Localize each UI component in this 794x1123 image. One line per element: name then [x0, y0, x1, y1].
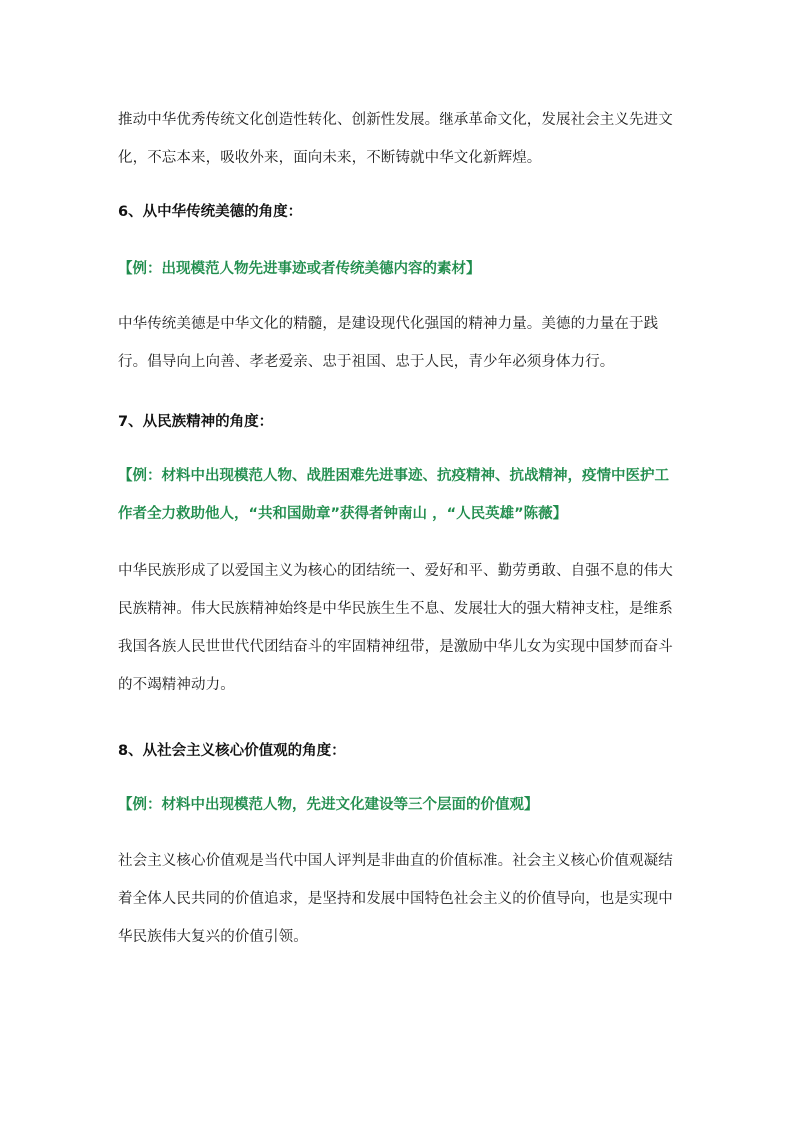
section-7-body: 中华民族形成了以爱国主义为核心的团结统一、爱好和平、勤劳勇敢、自强不息的伟大民族精神。伟大民族精神始终是中华民族生生不息、发展壮大的强大精神支柱，是维系我国各族人民世世代代团结奋斗的牢固精神纽带，是激励中华儿女为实现中国梦而奋斗的不竭精神动力。 [118, 563, 673, 693]
intro-paragraph: 推动中华优秀传统文化创造性转化、创新性发展。继承革命文化，发展社会主义先进文化，不忘本来，吸收外来，面向未来，不断铸就中华文化新辉煌。 [118, 112, 673, 166]
section-7-heading: 7、从民族精神的角度： [118, 414, 274, 430]
section-7 [118, 403, 680, 441]
section-8 [118, 732, 680, 770]
section-8-example-block [118, 786, 680, 824]
section-8-body-block [118, 842, 680, 956]
section-6-body-block [118, 305, 680, 381]
section-7-example-block [118, 457, 680, 533]
section-8-example: 【例：材料中出现模范人物，先进文化建设等三个层面的价值观】 [118, 797, 539, 813]
section-7-body-block [118, 552, 680, 704]
section-6-example-block [118, 250, 680, 288]
section-6-heading: 6、从中华传统美德的角度： [118, 204, 303, 220]
section-6-body: 中华传统美德是中华文化的精髓，是建设现代化强国的精神力量。美德的力量在于践行。倡导向上向善、孝老爱亲、忠于祖国、忠于人民，青少年必须身体力行。 [118, 316, 659, 370]
section-7-example: 【例：材料中出现模范人物、战胜困难先进事迹、抗疫精神、抗战精神，疫情中医护工作者全力救助他人，“共和国勋章”获得者钟南山 ，“人民英雄”陈薇】 [118, 468, 669, 522]
section-8-heading: 8、从社会主义核心价值观的角度： [118, 743, 346, 759]
section-6-example: 【例：出现模范人物先进事迹或者传统美德内容的素材】 [118, 261, 481, 277]
intro-paragraph-block [118, 101, 680, 177]
section-6 [118, 193, 680, 231]
section-8-body: 社会主义核心价值观是当代中国人评判是非曲直的价值标准。社会主义核心价值观凝结着全体人民共同的价值追求，是坚持和发展中国特色社会主义的价值导向，也是实现中华民族伟大复兴的价值引领。 [118, 853, 673, 945]
